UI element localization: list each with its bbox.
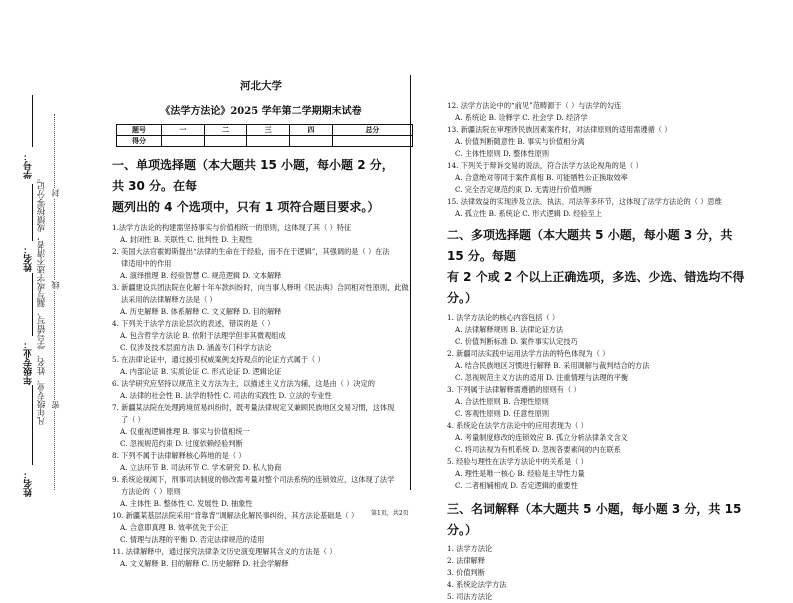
question-options: A. 法律的社会性 B. 法学的特性 C. 司法的实践性 D. 立法的专业性 [120, 391, 332, 400]
question-options: A. 演绎推理 B. 经验智慧 C. 规范逻辑 D. 文本解释 [120, 271, 282, 280]
term-item: 3. 价值判断 [447, 568, 485, 577]
section2-heading-line1: 二、多项选择题（本大题共 5 小题，每小题 3 分，共 15 分。每题 [447, 228, 733, 263]
question-stem: 5. 在法律论证中，通过援引权威案例支持观点的论证方式属于（ ） [112, 355, 325, 364]
question-stem: 3. 下列属于法律解释需遵循的原则有（ ） [447, 385, 581, 394]
question-options: A. 主体性 B. 整体性 C. 发展性 D. 抽象性 [120, 499, 253, 508]
seal-char-secret: 密 [51, 401, 60, 409]
question-options: C. 仅涉及技术层面方法 D. 涵盖专门科学方法论 [120, 343, 272, 352]
student-id-fill-line [32, 184, 33, 241]
section3-heading: 三、名词解释（本大题共 5 小题，每小题 3 分，共 15 分。） [447, 502, 742, 537]
question-stem: 14. 下列关于辩诉交易的说法，符合法学方法论视角的是（ ） [447, 161, 643, 170]
score-table-score-row [117, 136, 413, 147]
cell-part-1: 一 [162, 125, 205, 136]
seal-char-line: 线 [51, 281, 60, 289]
question-item [112, 546, 402, 570]
grade-major-label: 年级专业： [24, 340, 34, 385]
question-item [447, 100, 747, 124]
question-options: A. 内部论证 B. 实质论证 C. 形式论证 D. 逻辑论证 [120, 367, 282, 376]
question-item [112, 318, 402, 354]
question-stem: 8. 下列不属于法律解释核心阵地的是（ ） [112, 451, 246, 460]
question-options: C. 客观性原则 D. 任意性原则 [455, 409, 550, 418]
term-item: 1. 法学方法论 [447, 544, 493, 553]
section2-heading [447, 225, 747, 309]
question-options: C. 忽视规范主义方法的适用 D. 注重情理与法理的平衡 [455, 373, 629, 382]
question-stem: 4. 下列关于法学方法论层次的表述，错误的是（ ） [112, 319, 275, 328]
question-options: C. 价值判断标准 D. 案件事实认定技巧 [455, 337, 578, 346]
term-item: 2. 法律解释 [447, 556, 485, 565]
question-options: C. 二者相辅相成 D. 否定逻辑的重要性 [455, 481, 578, 490]
binding-margin [0, 0, 105, 561]
margin-line-top [32, 95, 33, 147]
question-stem: 1. 法学方法论的核心内容包括（ ） [447, 313, 560, 322]
question-options: A. 包含哲学方法论 B. 依附于法理学但非其微观组成 [120, 331, 286, 340]
question-stem: 13. 新疆法院在审理涉民族因素案件时，对法律原则的适用需遵循（ ） [447, 125, 672, 134]
question-stem: 5. 经验与理性在法学方法论中的关系是（ ） [447, 457, 588, 466]
question-item [112, 450, 402, 474]
question-options: C. 主体性原则 D. 整体性原则 [455, 149, 550, 158]
question-options: C. 情理与法理的平衡 D. 否定法律规范的适用 [120, 535, 265, 544]
cell-total: 总分 [332, 125, 412, 136]
term-item: 4. 系统论法学方法 [447, 580, 507, 589]
question-stem: 7. 新疆某法院在处理跨境贸易纠纷时，既考量法律规定又兼顾民族地区交易习惯，这体现 [112, 403, 395, 412]
question-stem: 2. 美国大法官霍姆斯提出“法律的生命在于经验，而不在于逻辑”，其强调的是（ ）在法 [112, 247, 390, 256]
question-stem: 法采用的法律解释方法是（ ） [121, 295, 217, 304]
seal-dotted-line [54, 114, 55, 490]
score-cell[interactable] [204, 136, 247, 147]
question-options: C. 完全否定规范约束 D. 无需进行价值判断 [455, 185, 593, 194]
question-options: C. 将司法视为有机系统 D. 忽视各要素间的内在联系 [455, 445, 621, 454]
question-stem: 9. 系统论视阈下，刑事司法制度的修改需考量对整个司法系统的连锁效应，这体现了法学 [112, 475, 395, 484]
column-divider [410, 75, 411, 490]
question-stem: 3. 新疆建设兵团法院在化解十年车款纠纷时，向当事人释明《民法典》合同相对性原则，此做 [112, 283, 409, 292]
question-stem: 4. 系统论在法学方法论中的应用表现为（ ） [447, 421, 588, 430]
question-item [112, 246, 402, 282]
name-label: 姓名： [24, 245, 34, 272]
question-item [447, 124, 747, 160]
seal-char-seal: 封 [51, 189, 60, 197]
section2-heading-line2: 有 2 个或 2 个以上正确选项，多选、少选、错选均不得分。） [447, 270, 745, 305]
question-options: A. 考量制度修改的连锁效应 B. 孤立分析法律条文含义 [455, 433, 628, 442]
question-item [112, 402, 402, 450]
question-item [447, 384, 747, 420]
question-options: A. 理性是唯一核心 B. 经验是主导性力量 [455, 469, 585, 478]
question-options: A. 合法性原则 B. 合理性原则 [455, 397, 549, 406]
score-table-header-row [117, 125, 413, 136]
question-options: A. 系统论 B. 诠释学 C. 社会学 D. 经济学 [455, 113, 588, 122]
cell-part-2: 二 [204, 125, 247, 136]
question-stem: 方法论的（ ）原则 [121, 487, 181, 496]
question-stem: 1.法学方法论的构建需坚持事实与价值相统一的原则，这体现了其（ ）特征 [112, 223, 352, 232]
score-cell[interactable] [162, 136, 205, 147]
question-options: A. 文义解释 B. 目的解释 C. 历史解释 D. 社会学解释 [120, 559, 289, 568]
score-table [116, 124, 413, 147]
section1-heading-line1: 一、单项选择题（本大题共 15 小题，每小题 2 分，共 30 分。在每 [112, 158, 394, 193]
question-item [447, 160, 747, 196]
question-options: A. 历史解释 B. 体系解释 C. 文义解释 D. 目的解释 [120, 307, 282, 316]
question-item [112, 222, 402, 246]
question-options: A. 合意即真理 B. 效率优先于公正 [120, 523, 229, 532]
question-stem: 6. 法学研究应坚持以规范主义方法为主，以描述主义方法为辅，这是由（ ）决定的 [112, 379, 375, 388]
grade-major-fill-line [32, 385, 33, 465]
score-cell[interactable] [332, 136, 412, 147]
section2-question-list [447, 312, 747, 492]
score-cell[interactable] [247, 136, 290, 147]
question-options: C. 忽视规范约束 D. 过度依赖经验判断 [120, 439, 243, 448]
question-item [447, 196, 747, 220]
cell-part-3: 三 [247, 125, 290, 136]
question-options: A. 封闭性 B. 关联性 C. 批判性 D. 主观性 [120, 235, 253, 244]
right-column [447, 100, 747, 603]
question-item [112, 282, 409, 318]
student-id-label: 学号： [24, 152, 34, 179]
section3-term-list [447, 543, 747, 603]
question-options: A. 结合民族地区习惯进行解释 B. 采用调解与裁判结合的方法 [455, 361, 650, 370]
cell-question-no: 题号 [117, 125, 162, 136]
section1-heading-line2: 题列出的 4 个选项中，只有 1 项符合题目要求。） [112, 200, 380, 214]
exam-title: 《法学方法论》2025 学年第二学期期末试卷 [160, 106, 362, 117]
cell-part-4: 四 [290, 125, 333, 136]
question-stem: 10. 新疆某基层法院采用“背靠背”调解法化解民事纠纷，其方法论基础是（ ） [112, 511, 359, 520]
section1-question-list [112, 222, 409, 570]
question-item [112, 510, 402, 546]
question-item [447, 456, 747, 492]
cell-score-label: 得分 [117, 136, 162, 147]
question-options: A. 合意绝对等同于案件真相 B. 可能牺牲公正换取效率 [455, 173, 628, 182]
question-options: A. 价值判断随意性 B. 事实与价值相分离 [455, 137, 585, 146]
question-options: A. 法律解释规则 B. 法律论证方法 [455, 325, 564, 334]
question-options: A. 孤立性 B. 系统论 C. 形式逻辑 D. 经验至上 [455, 209, 602, 218]
name-fill-line [32, 273, 33, 336]
question-options: A. 仅重视逻辑推理 B. 事实与价值相统一 [120, 427, 250, 436]
section1-continued-list [447, 100, 747, 220]
margin-instruction: 凡年级专业、姓名、学号错写、漏写或字迹不清者，成绩按零分记。 [36, 173, 46, 425]
question-item [112, 354, 402, 378]
question-stem: 15. 法律效益的实现涉及立法、执法、司法等多环节，这体现了法学方法论的（ ）思维 [447, 197, 722, 206]
question-stem: 12. 法学方法论中的“前见”范畴源于（ ）与法学的勾连 [447, 101, 622, 110]
question-item [112, 378, 402, 402]
question-stem: 11. 法律解释中，通过探究法律条文历史演变理解其含义的方法是（ ） [112, 547, 337, 556]
question-stem: 2. 新疆司法实践中运用法学方法的特色体现为（ ） [447, 349, 610, 358]
class-label: 姓名： [24, 470, 34, 497]
page-number: 第1页，共2页 [371, 510, 409, 517]
school-name: 河北大学 [240, 80, 282, 92]
question-item [447, 312, 747, 348]
section1-heading [112, 155, 402, 218]
question-options: A. 立法环节 B. 司法环节 C. 学术研究 D. 私人协商 [120, 463, 282, 472]
question-item [447, 348, 747, 384]
question-item [112, 474, 402, 510]
question-stem: 律适用中的作用 [121, 259, 172, 268]
question-stem: 了（ ） [121, 415, 145, 424]
term-item: 5. 司法方法论 [447, 592, 493, 601]
score-cell[interactable] [290, 136, 333, 147]
question-item [447, 420, 747, 456]
left-column [112, 78, 409, 570]
